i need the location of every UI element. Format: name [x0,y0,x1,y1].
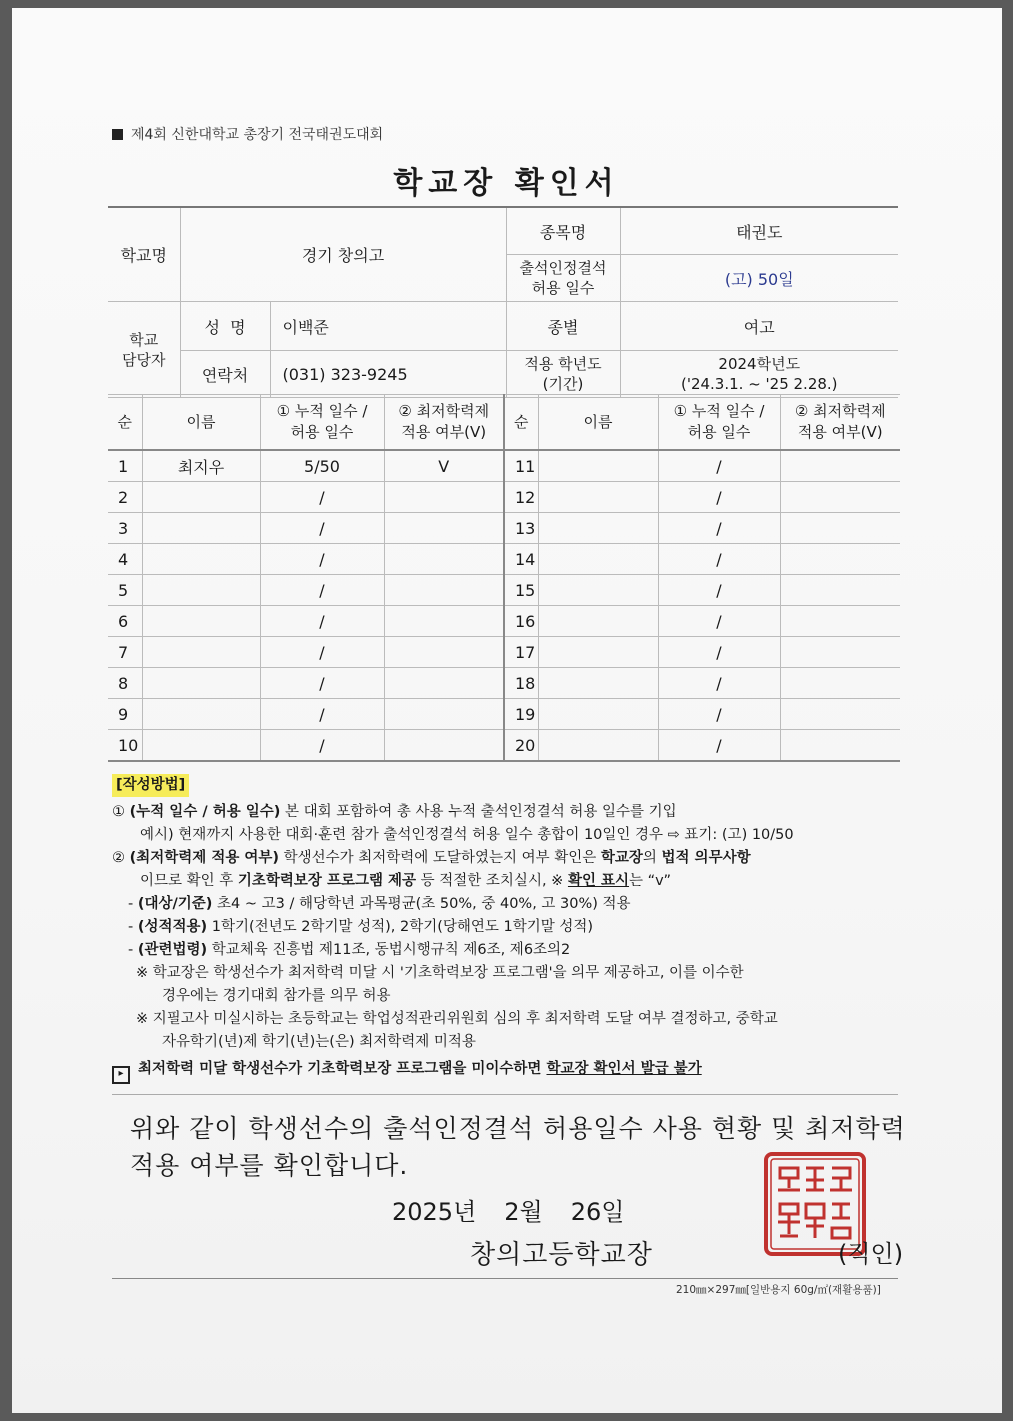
roster-row [108,699,900,730]
cumulative-days: / [658,668,780,699]
year-value: 2024학년도 ('24.3.1. ~ '25 2.28.) [620,351,898,398]
arrow-box-icon: ▸ [112,1066,130,1084]
row-no: 15 [504,575,538,606]
row-no: 1 [108,450,142,482]
min-academic-check [780,730,900,762]
student-name [142,575,260,606]
min-academic-check [780,544,900,575]
student-name [538,575,658,606]
row-no: 3 [108,513,142,544]
student-name [538,637,658,668]
header-no: 순 [108,395,142,451]
signer-name: 창의고등학교장 [470,1240,653,1270]
min-academic-check [780,606,900,637]
instruction-2: ② (최저학력제 적용 여부) 학생선수가 최저학력에 도달하였는지 여부 확인은 학교장의 법적 의무사항 [112,850,751,866]
year-label: 적용 학년도 (기간) [506,351,620,398]
note-2-cont: 자유학기(년)제 학기(년)는(은) 최저학력제 미적용 [162,1034,476,1050]
header-days: ① 누적 일수 / 허용 일수 [260,395,384,451]
row-no: 9 [108,699,142,730]
cumulative-days: / [658,575,780,606]
header-min-right: ② 최저학력제 적용 여부(V) [780,395,900,451]
date-year: 2025년 [392,1198,477,1226]
cumulative-days: / [658,482,780,513]
min-academic-check: V [384,450,504,482]
roster-row [108,513,900,544]
student-name [142,606,260,637]
note-1: ※ 학교장은 학생선수가 최저학력 미달 시 '기초학력보장 프로그램'을 의무 제공하고, 이를 이수한 [136,965,744,981]
student-name: 최지우 [142,450,260,482]
final-warning: ▸ 최저학력 미달 학생선수가 기초학력보장 프로그램을 미이수하면 학교장 확인서 발급 불가 [112,1058,912,1084]
row-no: 17 [504,637,538,668]
student-name [538,668,658,699]
note-2: ※ 지필고사 미실시하는 초등학교는 학업성적관리위원회 심의 후 최저학력 도달 여부 결정하고, 중학교 [136,1011,778,1027]
instruction-1: ① (누적 일수 / 허용 일수) 본 대회 포함하여 총 사용 누적 출석인정결석 허용 일수를 기입 [112,804,677,820]
date-month: 2월 [504,1198,543,1226]
manager-name-value: 이백준 [270,302,506,351]
roster-row [108,606,900,637]
cumulative-days: / [260,544,384,575]
sport-label: 종목명 [506,207,620,255]
student-name [538,482,658,513]
cumulative-days: / [658,513,780,544]
student-name [142,482,260,513]
student-name [142,513,260,544]
seal-label: (직인) [838,1240,904,1268]
row-no: 11 [504,450,538,482]
roster-row [108,637,900,668]
header-min: ② 최저학력제 적용 여부(V) [384,395,504,451]
cumulative-days: / [260,482,384,513]
student-name [142,637,260,668]
row-no: 12 [504,482,538,513]
header-name: 이름 [142,395,260,451]
bottom-divider [112,1278,898,1279]
header-no-right: 순 [504,395,538,451]
roster-row [108,730,900,762]
roster-row [108,544,900,575]
criteria-law: - (관련법령) 학교체육 진흥법 제11조, 동법시행규칙 제6조, 제6조의2 [128,942,571,958]
document-title: 학교장 확인서 [393,166,620,201]
note-1-cont: 경우에는 경기대회 참가를 의무 허용 [162,988,391,1004]
min-academic-check [780,482,900,513]
row-no: 4 [108,544,142,575]
min-academic-check [780,575,900,606]
roster-table [108,394,900,762]
event-name: 제4회 신한대학교 총장기 전국태권도대회 [131,127,384,143]
contact-value: (031) 323-9245 [270,351,506,398]
cumulative-days: / [260,575,384,606]
instruction-2-cont: 이므로 확인 후 기초학력보장 프로그램 제공 등 적절한 조치실시, ※ 확인 표시는 “v” [140,873,671,889]
student-name [538,730,658,762]
min-academic-check [384,668,504,699]
student-name [142,699,260,730]
row-no: 7 [108,637,142,668]
manager-label: 학교 담당자 [108,302,180,398]
manager-name-label: 성 명 [180,302,270,351]
date-day: 26일 [570,1198,625,1226]
min-academic-check [384,637,504,668]
min-academic-check [384,513,504,544]
row-no: 13 [504,513,538,544]
cumulative-days: / [658,544,780,575]
header-days-right: ① 누적 일수 / 허용 일수 [658,395,780,451]
min-academic-check [780,450,900,482]
min-academic-check [384,544,504,575]
min-academic-check [384,575,504,606]
divider [112,1094,898,1095]
allowed-days-label: 출석인정결석 허용 일수 [506,255,620,302]
info-table [108,206,898,398]
roster-row [108,482,900,513]
paper-spec: 210㎜×297㎜[일반용지 60g/㎡(재활용품)] [676,1284,881,1296]
cumulative-days: / [260,606,384,637]
student-name [142,668,260,699]
contact-label: 연락처 [180,351,270,398]
row-no: 10 [108,730,142,762]
row-no: 18 [504,668,538,699]
cumulative-days: / [260,730,384,762]
min-academic-check [780,513,900,544]
gender-label: 종별 [506,302,620,351]
student-name [142,730,260,762]
roster-row [108,450,900,482]
allowed-days-value: (고) 50일 [620,255,898,302]
cumulative-days: 5/50 [260,450,384,482]
row-no: 6 [108,606,142,637]
min-academic-check [780,668,900,699]
min-academic-check [384,482,504,513]
student-name [538,513,658,544]
instruction-1-example: 예시) 현재까지 사용한 대회·훈련 참가 출석인정결석 허용 일수 총합이 10일인 경우 ⇨ 표기: (고) 10/50 [140,827,794,843]
roster-row [108,575,900,606]
confirmation-text: 위와 같이 학생선수의 출석인정결석 허용일수 사용 현황 및 최저학력 적용 여부를 확인합니다. [130,1114,906,1180]
roster-header-row [108,395,900,451]
row-no: 14 [504,544,538,575]
min-academic-check [384,730,504,762]
min-academic-check [384,699,504,730]
min-academic-check [780,637,900,668]
header-name-right: 이름 [538,395,658,451]
row-no: 2 [108,482,142,513]
student-name [538,544,658,575]
instructions-title: [작성방법] [112,774,189,797]
bullet-square-icon [112,129,123,140]
sport-value: 태권도 [620,207,898,255]
cumulative-days: / [658,637,780,668]
cumulative-days: / [260,513,384,544]
criteria-target: - (대상/기준) 초4 ~ 고3 / 해당학년 과목평균(초 50%, 중 40%, 고 30%) 적용 [128,896,631,912]
issue-date [392,1192,652,1227]
criteria-grades: - (성적적용) 1학기(전년도 2학기말 성적), 2학기(당해연도 1학기말 성적) [128,919,594,935]
cumulative-days: / [260,637,384,668]
min-academic-check [384,606,504,637]
row-no: 19 [504,699,538,730]
student-name [142,544,260,575]
school-name-value: 경기 창의고 [180,207,506,302]
cumulative-days: / [658,450,780,482]
row-no: 8 [108,668,142,699]
min-academic-check [780,699,900,730]
school-name-label: 학교명 [108,207,180,302]
row-no: 5 [108,575,142,606]
roster-row [108,668,900,699]
cumulative-days: / [658,606,780,637]
student-name [538,450,658,482]
row-no: 20 [504,730,538,762]
student-name [538,699,658,730]
cumulative-days: / [658,699,780,730]
cumulative-days: / [260,668,384,699]
row-no: 16 [504,606,538,637]
cumulative-days: / [260,699,384,730]
event-header [112,124,383,144]
gender-value: 여고 [620,302,898,351]
cumulative-days: / [658,730,780,762]
student-name [538,606,658,637]
instructions [112,774,912,1084]
